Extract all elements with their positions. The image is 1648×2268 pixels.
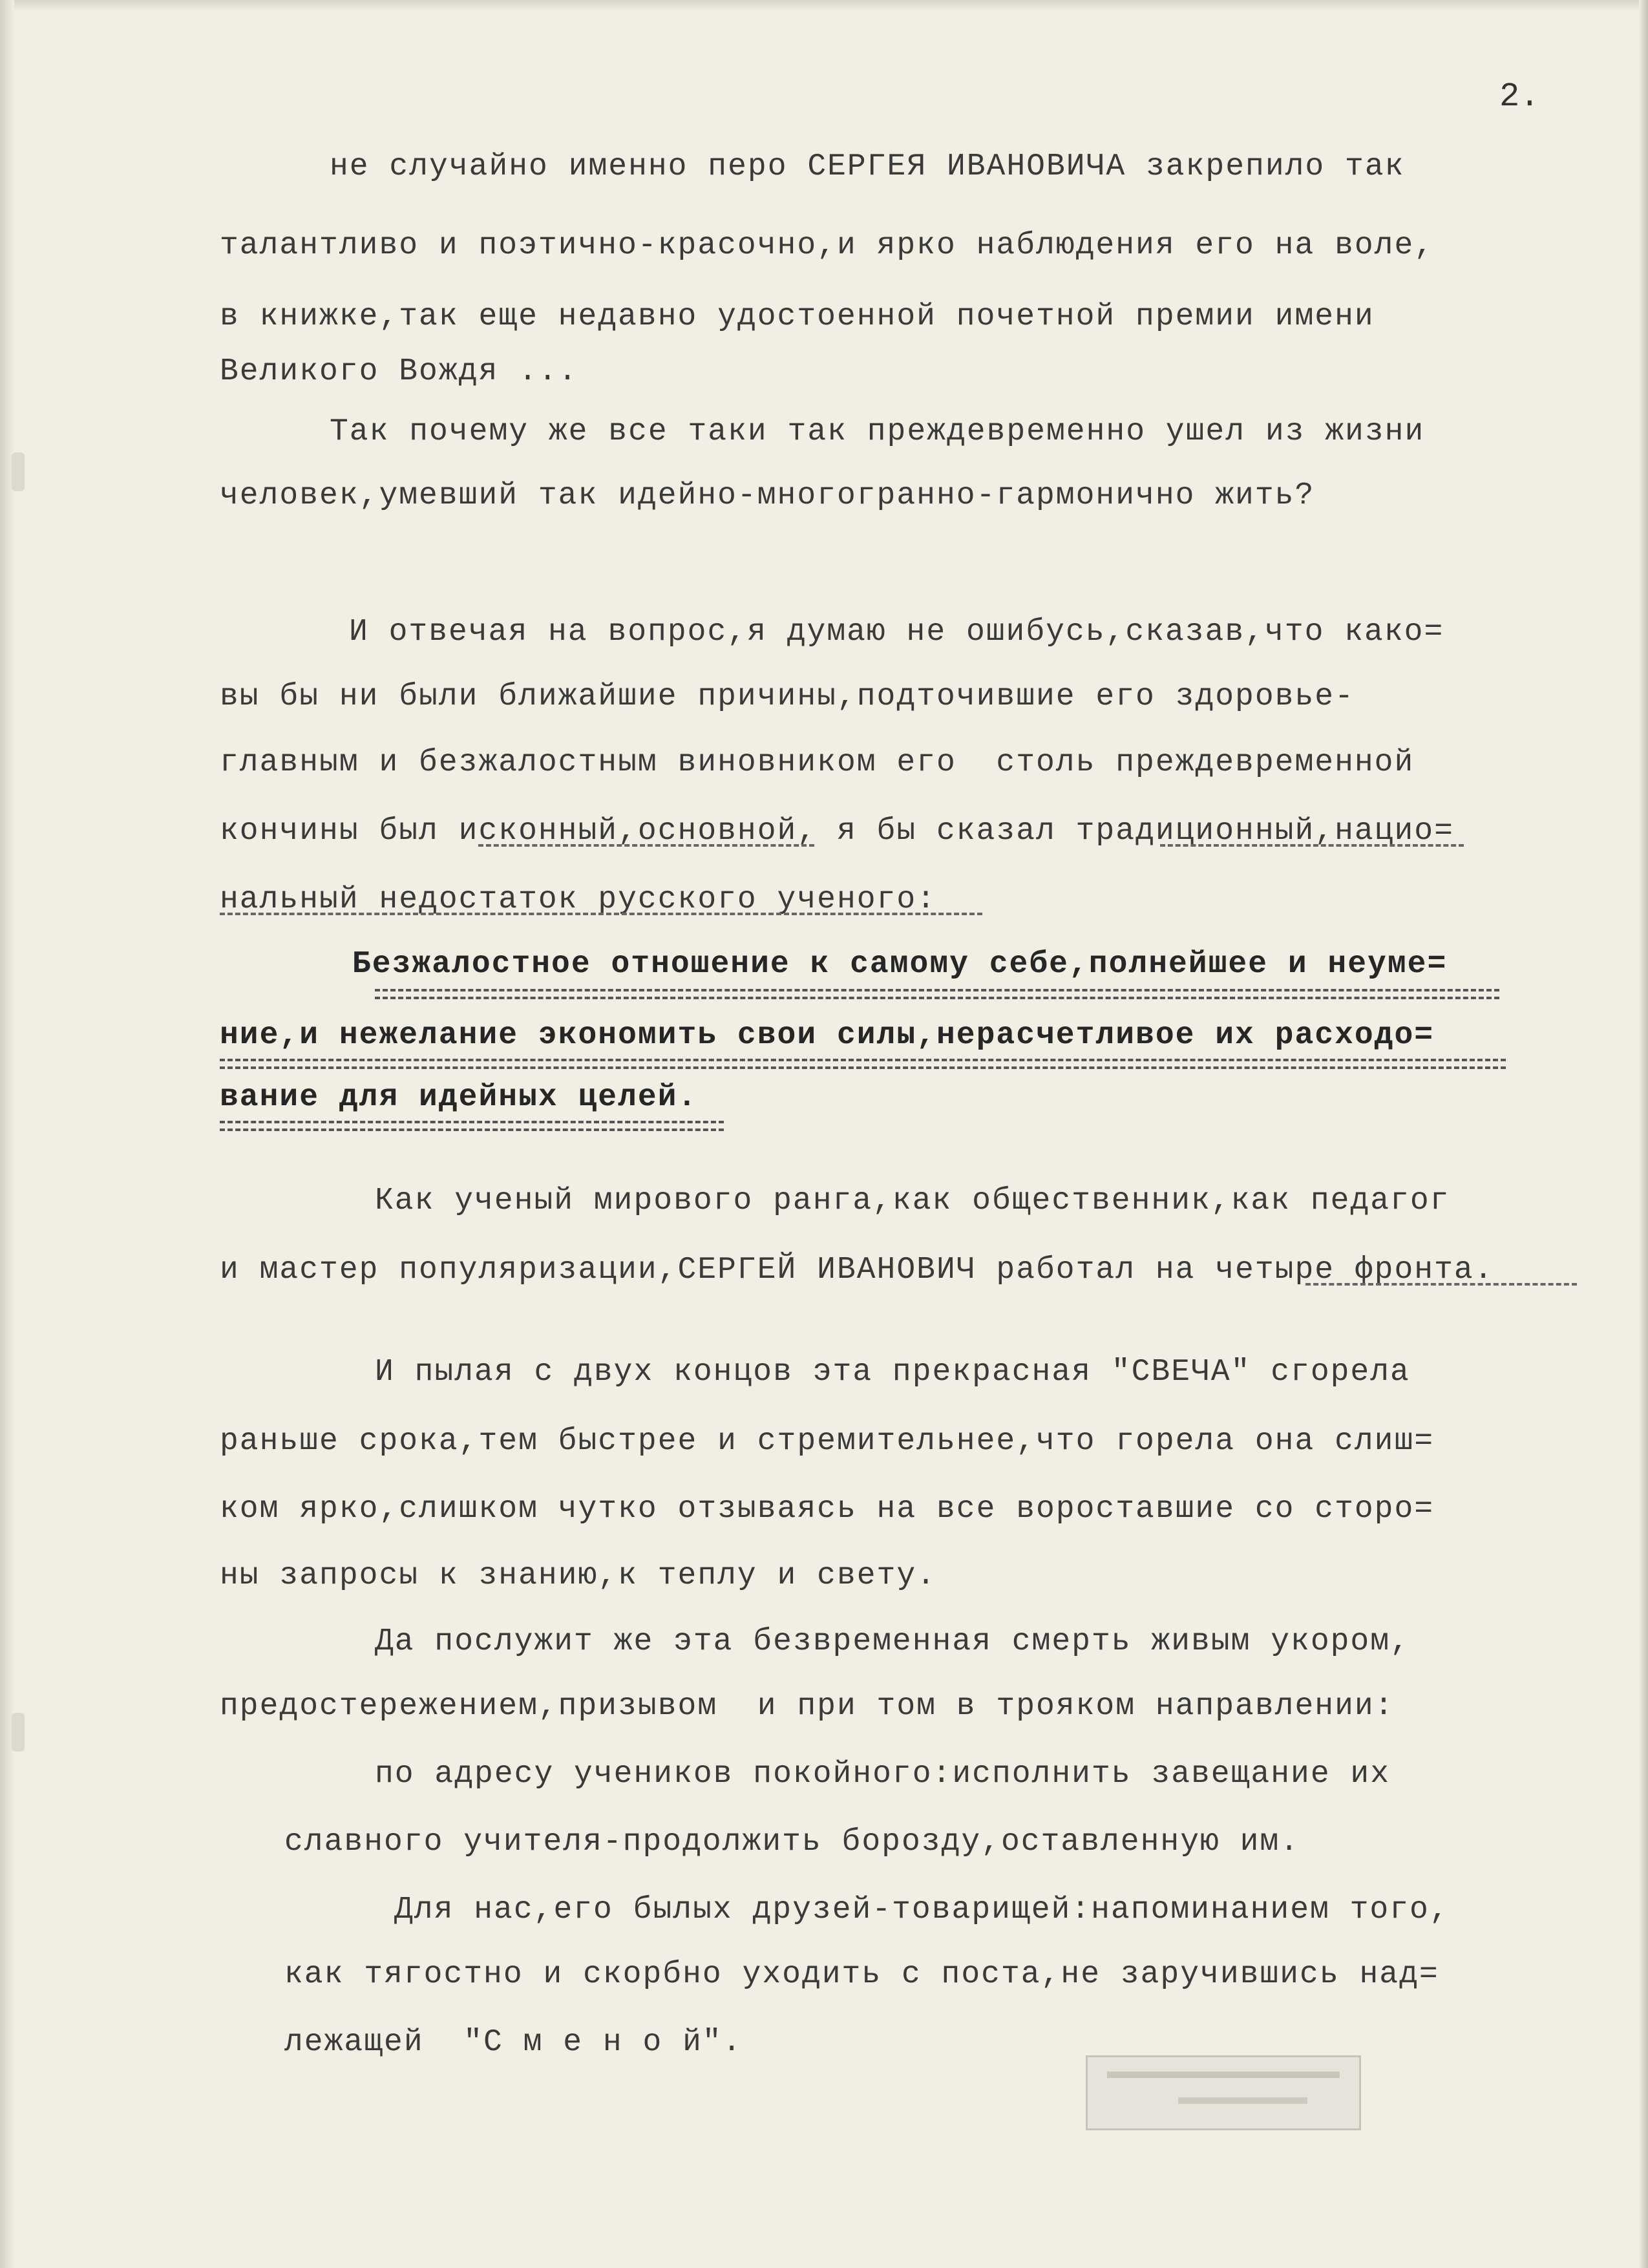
faded-stamp [1086,2055,1361,2130]
text-line: Как ученый мирового ранга,как общественник,как педагог [375,1183,1450,1218]
double-underline [220,1059,1506,1069]
text-line: Великого Вождя ... [220,354,578,389]
punch-hole-mark [12,452,25,491]
page-edge-right [1639,0,1648,2268]
text-line: Безжалостное отношение к самому себе,полнейшее и неуме= [352,947,1448,982]
text-line: предостережением,призывом и при том в трояком направлении: [220,1689,1395,1724]
punch-hole-mark [12,1713,25,1752]
text-line: Так почему же все таки так преждевременно ушел из жизни [330,414,1425,449]
text-line: главным и безжалостным виновником его столь преждевременной [220,745,1415,780]
text-line: и мастер популяризации,СЕРГЕЙ ИВАНОВИЧ работал на четыре фронта. [220,1253,1494,1288]
double-underline [220,1121,724,1131]
page-number: 2. [1499,78,1540,116]
text-line: вы бы ни были ближайшие причины,подточившие его здоровье- [220,679,1355,714]
page-edge-left [0,0,14,2268]
text-line: нальный недостаток русского ученого: [220,882,936,917]
text-line: по адресу учеников покойного:исполнить завещание их [375,1757,1391,1792]
underline-ishonny [478,844,814,847]
text-line: человек,умевший так идейно-многогранно-гармонично жить? [220,478,1315,513]
text-line: как тягостно и скорбно уходить с поста,не заручившись над= [284,1957,1439,1992]
text-line: И пылая с двух концов эта прекрасная "СВЕЧА" сгорела [375,1355,1410,1390]
text-line: ние,и нежелание экономить свои силы,нерасчетливое их расходо= [220,1018,1435,1053]
text-line: славного учителя-продолжить борозду,оставленную им. [284,1825,1300,1860]
text-line: Да послужит же эта безвременная смерть живым укором, [375,1624,1410,1659]
page-edge-top [0,0,1648,12]
text-line: не случайно именно перо СЕРГЕЯ ИВАНОВИЧА закрепило так [330,149,1405,184]
text-line: лежащей "С м е н о й". [284,2025,743,2060]
text-line: ком ярко,слишком чутко отзываясь на все вороставшие со сторо= [220,1492,1435,1527]
text-line: вание для идейных целей. [220,1080,698,1115]
text-line: талантливо и поэтично-красочно,и ярко наблюдения его на воле, [220,228,1435,263]
text-line: в книжке,так еще недавно удостоенной почетной премии имени [220,299,1375,334]
text-line: ны запросы к знанию,к теплу и свету. [220,1558,936,1593]
text-line: раньше срока,тем быстрее и стремительнее,что горела она слиш= [220,1424,1435,1459]
underline-traditsionny [1160,844,1464,847]
text-line: И отвечая на вопрос,я думаю не ошибусь,сказав,что како= [349,615,1444,650]
underline-nedostatok [220,913,982,915]
text-line: Для нас,его былых друзей-товарищей:напоминанием того, [394,1892,1450,1927]
text-line: кончины был исконный,основной, я бы сказал традиционный,нацио= [220,814,1454,849]
underline-chetyre-fronta [1305,1283,1577,1286]
double-underline [375,989,1499,999]
